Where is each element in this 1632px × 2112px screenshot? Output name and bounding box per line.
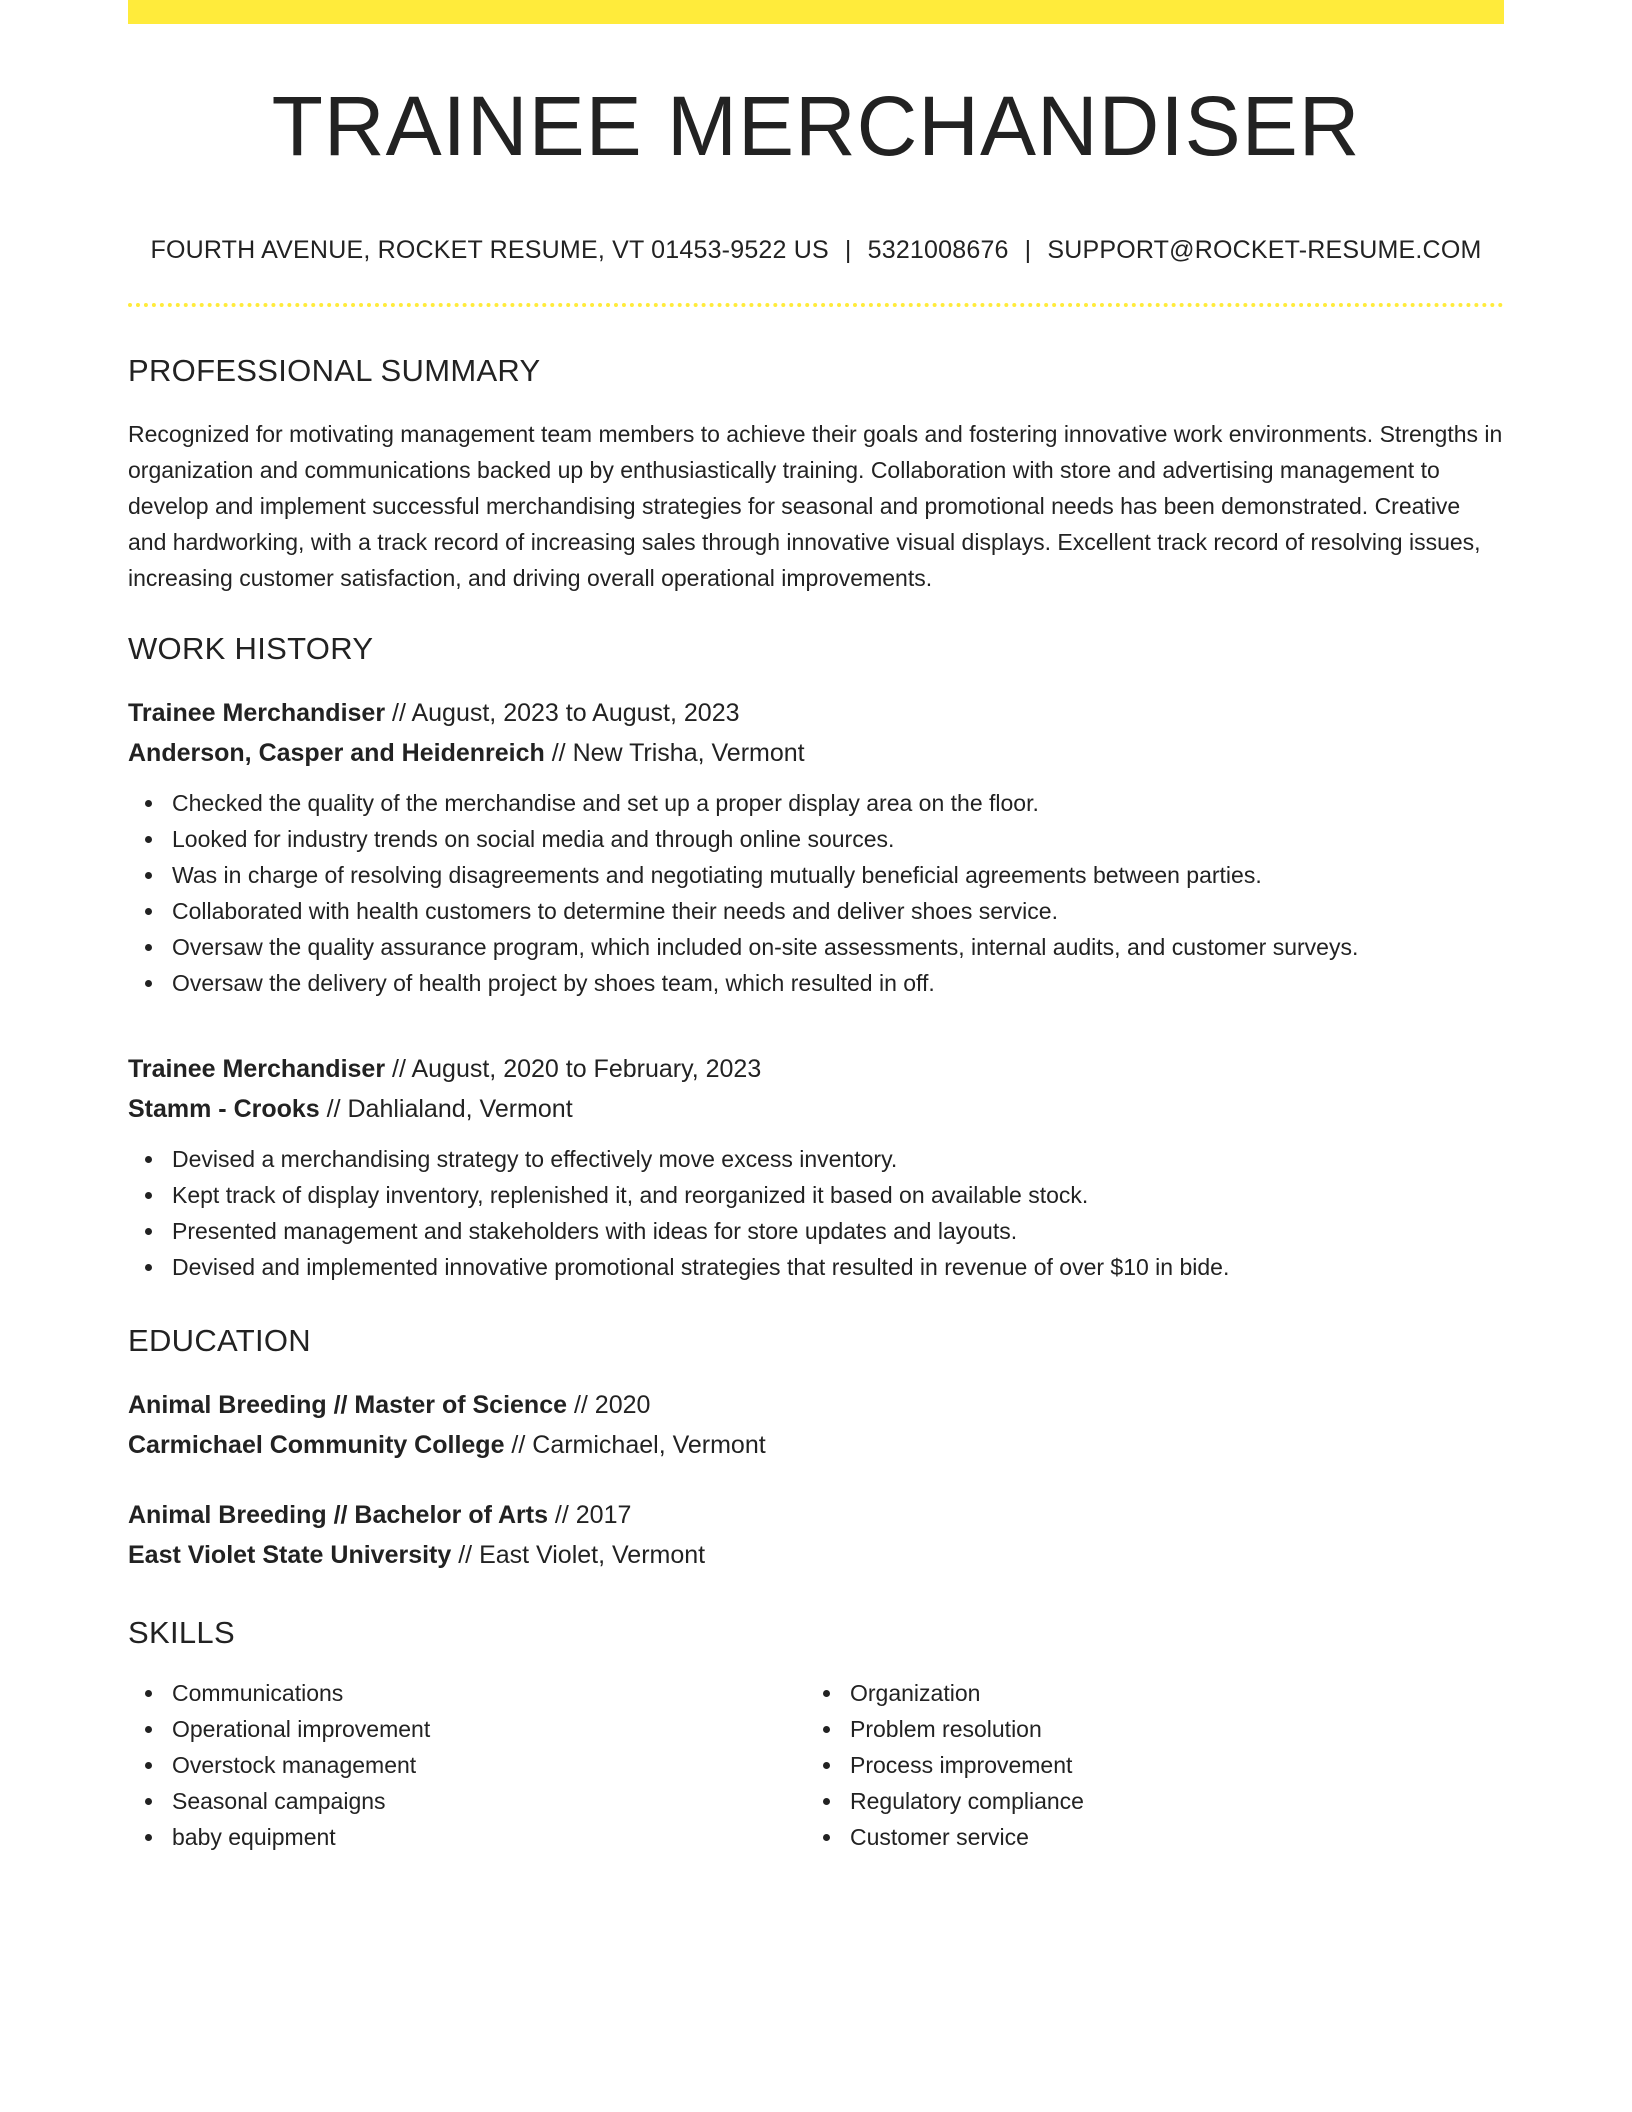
skill-item: Regulatory compliance [806, 1783, 1484, 1819]
job-company-line [128, 1089, 1504, 1129]
job-bullets [128, 785, 1504, 1001]
degree-line [128, 1495, 1504, 1535]
degree-year: // 2017 [547, 1501, 632, 1529]
contact-address: FOURTH AVENUE, ROCKET RESUME, VT 01453-9522 US [150, 236, 829, 264]
school-location: // East Violet, Vermont [451, 1541, 706, 1569]
skills-list [128, 1675, 806, 1855]
skill-item: Overstock management [128, 1747, 806, 1783]
job-company: Stamm - Crooks [128, 1095, 320, 1123]
skill-item: Problem resolution [806, 1711, 1484, 1747]
skill-item: Seasonal campaigns [128, 1783, 806, 1819]
degree-name: Animal Breeding // Bachelor of Arts [128, 1501, 548, 1529]
skill-item: Organization [806, 1675, 1484, 1711]
job-company-line [128, 733, 1504, 773]
list-item: Collaborated with health customers to determine their needs and deliver shoes service. [128, 893, 1504, 929]
contact-email: SUPPORT@ROCKET-RESUME.COM [1047, 236, 1482, 264]
list-item: Checked the quality of the merchandise and set up a proper display area on the floor. [128, 785, 1504, 821]
dotted-divider [128, 303, 1504, 307]
skills-grid [128, 1675, 1504, 1855]
school-line [128, 1535, 1504, 1575]
job-location: // New Trisha, Vermont [544, 739, 805, 767]
list-item: Presented management and stakeholders with ideas for store updates and layouts. [128, 1213, 1504, 1249]
list-item: Oversaw the delivery of health project by shoes team, which resulted in off. [128, 965, 1504, 1001]
job-dates: // August, 2023 to August, 2023 [385, 699, 740, 727]
contact-separator: | [844, 236, 852, 264]
skills-heading: SKILLS [128, 1615, 235, 1650]
list-item: Was in charge of resolving disagreements and negotiating mutually beneficial agreements between parties. [128, 857, 1504, 893]
job-company: Anderson, Casper and Heidenreich [128, 739, 545, 767]
work-history-heading: WORK HISTORY [128, 631, 374, 666]
resume-page [128, 0, 1504, 1855]
school-name: Carmichael Community College [128, 1431, 505, 1459]
skill-item: Operational improvement [128, 1711, 806, 1747]
candidate-name: TRAINEE MERCHANDISER [271, 79, 1361, 173]
job-dates: // August, 2020 to February, 2023 [385, 1055, 762, 1083]
list-item: Devised a merchandising strategy to effectively move excess inventory. [128, 1141, 1504, 1177]
contact-line [128, 238, 1504, 263]
skill-item: Customer service [806, 1819, 1484, 1855]
skill-item: Communications [128, 1675, 806, 1711]
job-bullets [128, 1141, 1504, 1285]
list-item: Looked for industry trends on social media and through online sources. [128, 821, 1504, 857]
school-location: // Carmichael, Vermont [504, 1431, 766, 1459]
education-heading: EDUCATION [128, 1323, 311, 1358]
job-title-line [128, 693, 1504, 733]
contact-phone: 5321008676 [867, 236, 1009, 264]
skills-list [806, 1675, 1484, 1855]
skills-column-left [128, 1675, 806, 1855]
list-item: Oversaw the quality assurance program, which included on-site assessments, internal audits, and customer surveys. [128, 929, 1504, 965]
degree-line [128, 1385, 1504, 1425]
school-name: East Violet State University [128, 1541, 452, 1569]
degree-name: Animal Breeding // Master of Science [128, 1391, 568, 1419]
job-role: Trainee Merchandiser [128, 699, 386, 727]
job-title-line [128, 1049, 1504, 1089]
school-line [128, 1425, 1504, 1465]
job-role: Trainee Merchandiser [128, 1055, 386, 1083]
skills-column-right [806, 1675, 1484, 1855]
list-item: Devised and implemented innovative promotional strategies that resulted in revenue of over $10 in bide. [128, 1249, 1504, 1285]
top-accent-bar [128, 0, 1504, 24]
summary-heading: PROFESSIONAL SUMMARY [128, 353, 541, 388]
summary-text: Recognized for motivating management team members to achieve their goals and fostering innovative work environments. Strengths in organization and communications backed up by enthusiastically training. Collaboration with store and advertising management to develop and implement successful merchandising strategies for seasonal and promotional needs has been demonstrated. Creative and hardworking, with a track record of increasing sales through innovative visual displays. Excellent track record of resolving issues, increasing customer satisfaction, and driving overall operational improvements. [128, 421, 1503, 591]
skill-item: Process improvement [806, 1747, 1484, 1783]
contact-separator: | [1024, 236, 1032, 264]
degree-year: // 2020 [567, 1391, 651, 1419]
job-location: // Dahlialand, Vermont [319, 1095, 573, 1123]
skill-item: baby equipment [128, 1819, 806, 1855]
list-item: Kept track of display inventory, replenished it, and reorganized it based on available stock. [128, 1177, 1504, 1213]
